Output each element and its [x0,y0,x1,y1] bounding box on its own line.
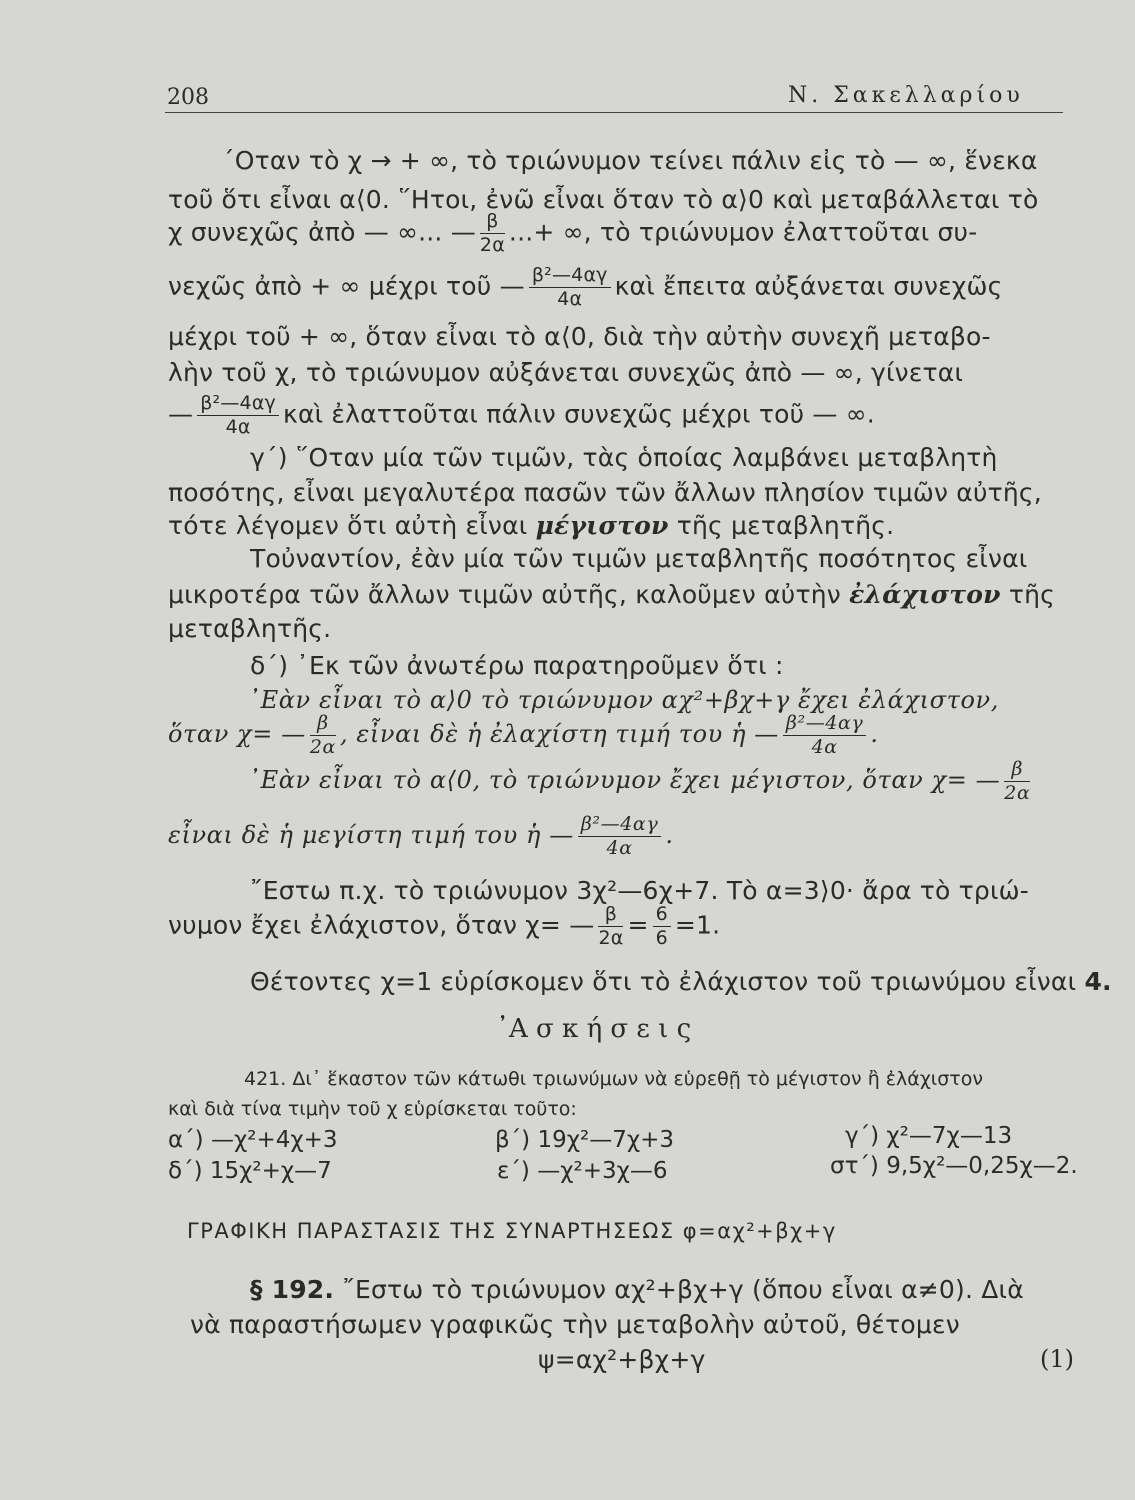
exercise-item: γ΄) χ²—7χ—13 [845,1123,1013,1149]
exercise-intro: 421. Δι᾿ ἕκαστον τῶν κάτωθι τριωνύμων νὰ εὑρεθῇ τὸ μέγιστον ἢ ἐλάχιστον [244,1068,983,1090]
exercises-heading: ᾿Α σ κ ή σ ε ι ς [496,1014,692,1044]
fraction-six-over-six: $\frac{6}{6}$ [653,905,671,948]
equation: ψ=αχ²+βχ+γ [538,1345,706,1374]
equation-number: (1) [1040,1345,1074,1373]
paragraph-line [250,967,1112,996]
paragraph-line: Τοὐναντίον, ἐὰν μία τῶν τιμῶν μεταβλητῆς ποσότητος εἶναι [250,544,1028,573]
text-segment: ὅταν χ= — [168,720,306,748]
running-header-author: Ν. Σακελλαρίου [788,83,1024,108]
paragraph-line: τοῦ ὅτι εἶναι α⟨0. ῞Ητοι, ἐνῶ εἶναι ὅταν τὸ α⟩0 καὶ μεταβάλλεται τὸ [168,185,1039,214]
text-segment: , εἶναι δὲ ἡ ἐλαχίστη τιμή του ἡ — [339,720,779,748]
text-segment: καὶ ἐλαττοῦται πάλιν συνεχῶς μέχρι τοῦ — ∞. [283,399,875,429]
text-segment: μικροτέρα τῶν ἄλλων τιμῶν αὐτῆς, καλοῦμεν αὐτὴν [168,580,841,609]
text-segment: = [627,910,649,940]
exercise-item: στ΄) 9,5χ²—0,25χ—2. [830,1153,1078,1179]
fraction-beta-over-2a: $\frac{\beta}{2\alpha}$ [598,903,624,949]
rule-maximum-value [168,815,674,858]
text-segment: νυμον ἔχει ἐλάχιστον, ὅταν χ= — [168,910,595,940]
exercise-item: β΄) 19χ²—7χ+3 [495,1127,675,1153]
fraction-discriminant: $\frac{\text{β²—4αγ}}{4\alpha}$ [578,815,661,858]
exercise-item: ε΄) —χ²+3χ—6 [497,1158,668,1184]
paragraph-line [168,212,977,255]
text-segment: νεχῶς ἀπὸ + ∞ μέχρι τοῦ — [168,271,525,301]
rule-maximum [248,760,1034,803]
text-segment: Θέτοντες χ=1 εὑρίσκομεν ὅτι τὸ ἐλάχιστον τοῦ τριωνύμου εἶναι [250,967,1077,996]
header-rule [165,112,1063,113]
minimum-value: 4. [1084,967,1112,996]
exercise-item: α΄) —χ²+4χ+3 [168,1127,338,1153]
fraction-discriminant: $\frac{\text{β²—4αγ}}{4\alpha}$ [529,266,611,309]
paragraph-line [168,394,875,437]
paragraph-line: ῎Εστω π.χ. τὸ τριώνυμον 3χ²—6χ+7. Τὸ α=3⟩0· ἄρα τὸ τριώ- [250,876,1030,905]
paragraph-line [168,266,1002,309]
text-segment: καὶ ἔπειτα αὐξάνεται συνεχῶς [614,271,1003,301]
paragraph-line: γ΄) ῞Οταν μία τῶν τιμῶν, τὰς ὁποίας λαμβάνει μεταβλητὴ [250,443,998,472]
fraction-discriminant: $\frac{\text{β²—4αγ}}{4\alpha}$ [783,714,866,757]
page-number: 208 [167,85,209,110]
paragraph-line: μεταβλητῆς. [168,614,332,643]
term-maximum: μέγιστον [535,511,669,540]
text-segment: . [870,720,879,748]
paragraph-line [168,511,894,540]
text-segment: . [665,821,674,849]
paragraph-line [250,1275,1024,1304]
fraction-beta-over-2a: $\frac{\beta}{2\alpha}$ [309,712,336,758]
paragraph-line: νὰ παραστήσωμεν γραφικῶς τὴν μεταβολὴν αὐτοῦ, θέτομεν [190,1310,960,1339]
rule-minimum: ᾿Εὰν εἶναι τὸ α⟩0 τὸ τριώνυμον αχ²+βχ+γ ἔχει ἐλάχιστον, [248,686,999,714]
paragraph-line: δ΄) ᾿Εκ τῶν ἀνωτέρω παρατηροῦμεν ὅτι : [250,651,784,680]
paragraph-line: ποσότης, εἶναι μεγαλυτέρα πασῶν τῶν ἄλλων πλησίον τιμῶν αὐτῆς, [168,478,1042,507]
text-segment: — [168,399,194,429]
section-title: ΓΡΑΦΙΚΗ ΠΑΡΑΣΤΑΣΙΣ ΤΗΣ ΣΥΝΑΡΤΗΣΕΩΣ φ=αχ²+βχ+γ [187,1219,837,1243]
text-segment: εἶναι δὲ ἡ μεγίστη τιμή του ἡ — [168,821,574,849]
fraction-beta-over-2a: $\frac{\beta}{2\alpha}$ [479,210,505,256]
text-segment: =1. [674,910,721,940]
text-segment: τῆς [1008,580,1055,609]
exercise-item: δ΄) 15χ²+χ—7 [168,1158,332,1184]
text-segment: χ συνεχῶς ἀπὸ — ∞... — [168,217,476,247]
section-number: § 192. [250,1275,335,1304]
text-segment: ῎Εστω τὸ τριώνυμον αχ²+βχ+γ (ὅπου εἶναι α≠0). Διὰ [342,1275,1024,1304]
text-segment: τῆς μεταβλητῆς. [676,511,895,540]
text-segment: τότε λέγομεν ὅτι αὐτὴ εἶναι [168,511,528,540]
rule-minimum-condition [168,714,879,757]
paragraph-line: λὴν τοῦ χ, τὸ τριώνυμον αὐξάνεται συνεχῶς ἀπὸ — ∞, γίνεται [168,358,964,387]
paragraph-line: ΄Οταν τὸ χ → + ∞, τὸ τριώνυμον τείνει πάλιν εἰς τὸ — ∞, ἕνεκα [222,146,1038,175]
paragraph-line [168,580,1055,609]
fraction-discriminant: $\frac{\text{β²—4αγ}}{4\alpha}$ [197,394,279,437]
text-segment: ᾿Εὰν εἶναι τὸ α⟨0, τὸ τριώνυμον ἔχει μέγιστον, ὅταν χ= — [248,766,1001,794]
paragraph-line: μέχρι τοῦ + ∞, ὅταν εἶναι τὸ α⟨0, διὰ τὴν αὐτὴν συνεχῆ μεταβο- [168,322,991,351]
term-minimum: ἐλάχιστον [849,580,1001,609]
paragraph-line [168,905,720,948]
fraction-beta-over-2a: $\frac{\beta}{2\alpha}$ [1004,758,1031,804]
text-segment: ...+ ∞, τὸ τριώνυμον ἐλαττοῦται συ- [508,217,978,247]
exercise-intro: καὶ διὰ τίνα τιμὴν τοῦ χ εὑρίσκεται τοῦτο: [168,1098,577,1120]
